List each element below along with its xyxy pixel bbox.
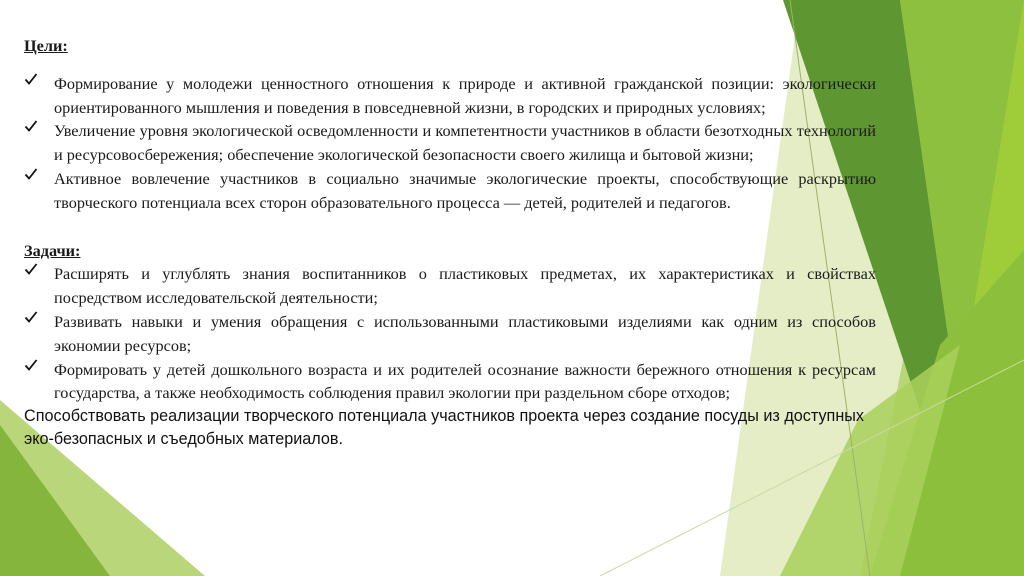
- list-item: [24, 310, 876, 358]
- checkmark-icon: [24, 167, 38, 181]
- closing-text: Способствовать реализации творческого потенциала участников проекта через создание посуды из доступных эко-безопасных и съедобных материалов.: [24, 407, 864, 449]
- goals-list: [24, 72, 876, 215]
- list-item: [24, 72, 876, 120]
- goals-heading: Цели:: [24, 36, 68, 55]
- list-item: [24, 119, 876, 167]
- tasks-list: [24, 262, 876, 405]
- goal-text: Активное вовлечение участников в социально значимые экологические проекты, способствующие раскрытию творческого потенциала всех сторон образовательного процесса — детей, родителей и педагогов.: [54, 168, 876, 212]
- list-item: [24, 262, 876, 310]
- checkmark-icon: [24, 72, 38, 86]
- task-text: Формировать у детей дошкольного возраста и их родителей осознание важности бережного отношения к ресурсам государства, а также необходимость соблюдения правил экологии при раздельном сборе отходов;: [54, 359, 876, 403]
- task-text: Расширять и углублять знания воспитанников о пластиковых предметах, их характеристиках и свойствах посредством исследовательской деятельности;: [54, 264, 876, 308]
- task-text: Развивать навыки и умения обращения с использованными пластиковыми изделиями как одним из способов экономии ресурсов;: [54, 311, 876, 355]
- checkmark-icon: [24, 358, 38, 372]
- tasks-heading: Задачи:: [24, 240, 81, 260]
- checkmark-icon: [24, 119, 38, 133]
- list-item: [24, 167, 876, 215]
- list-item: [24, 358, 876, 406]
- checkmark-icon: [24, 310, 38, 324]
- goal-text: Увеличение уровня экологической осведомленности и компетентности участников в области безотходных технологий и ресурсовосбережения; обеспечение экологической безопасности своего жилища и бытовой жизни;: [54, 121, 876, 165]
- checkmark-icon: [24, 262, 38, 276]
- goal-text: Формирование у молодежи ценностного отношения к природе и активной гражданской позиции: экологически ориентированного мышления и поведения в повседневной жизни, в городских и природных условиях;: [54, 73, 876, 117]
- slide-content: [24, 34, 876, 451]
